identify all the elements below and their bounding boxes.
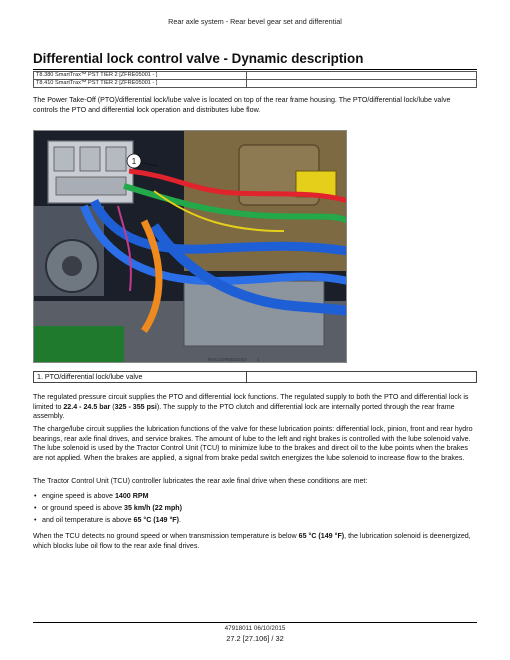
- applicability-empty-cell: [247, 80, 477, 88]
- legend-row: [34, 372, 477, 383]
- pressure-psi-value: 325 - 355 psi: [114, 402, 157, 411]
- figure-caption: [208, 357, 260, 362]
- applicability-row: [34, 80, 477, 88]
- applicability-model: T8.380 SmartTrax™ PST TIER 2 [ZFRE05001 - ]: [34, 72, 247, 80]
- valve-solenoid-right: [106, 147, 126, 171]
- footer-rule: [33, 622, 477, 623]
- bullet-marker: •: [34, 516, 37, 525]
- figure-image-code: RAIL14TR00412GA: [208, 357, 248, 362]
- applicability-model: T8.410 SmartTrax™ PST TIER 2 [ZFRE05001 - ]: [34, 80, 247, 88]
- legend-empty-cell: [247, 372, 477, 383]
- legend-item: 1. PTO/differential lock/lube valve: [34, 372, 247, 383]
- tractor-hydraulics-illustration: [34, 131, 347, 363]
- flange-hub: [62, 256, 82, 276]
- legend-table: [33, 371, 477, 383]
- bullet-marker: •: [34, 504, 37, 513]
- applicability-table: [33, 71, 477, 88]
- green-panel: [34, 326, 124, 363]
- callout-number: 1: [131, 157, 137, 166]
- condition-item: • or ground speed is above 35 km/h (22 mph): [33, 502, 477, 514]
- running-header: Rear axle system - Rear bevel gear set and differential: [168, 17, 342, 26]
- applicability-row: [34, 72, 477, 80]
- valve-solenoid-left: [54, 147, 74, 171]
- footer-page-number: 27.2 [27.106] / 32: [226, 634, 284, 643]
- pressure-bar-value: 22.4 - 24.5 bar: [63, 402, 111, 411]
- applicability-empty-cell: [247, 72, 477, 80]
- closing-paragraph: [33, 532, 477, 551]
- figure-number: 1: [257, 357, 260, 362]
- intro-paragraph: The Power Take-Off (PTO)/differential lock/lube valve is located on top of the rear frame housing. The PTO/differential lock/lube valve controls the PTO and differential lock operation and distributes lube flow.: [33, 96, 451, 114]
- lube-paragraph: The charge/lube circuit supplies the lubrication functions of the valve for these lubrication points: differential lock, pinion, front and rear hydro bearings, rear axle final drives, and service brakes. The amount of lube to the left and right brakes is controlled with the lube solenoid valve. The lube solenoid is used by the Tractor Control Unit (TCU) to minimize lube to the brakes and direct oil to the lube points when the brakes are not applied. When the brakes are applied, a signal from brake pedal switch energizes the lube solenoid to increase flow to the brakes.: [33, 425, 473, 462]
- bullet-marker: •: [34, 492, 37, 500]
- pump-body: [184, 281, 324, 346]
- valve-location-figure: [33, 130, 347, 363]
- section-title: Differential lock control valve - Dynamic description: [33, 50, 477, 70]
- closing-text-end: , the lubrication solenoid is deenergized, which blocks lube oil flow to the rear axle final drives.: [33, 532, 471, 550]
- conditions-intro: The Tractor Control Unit (TCU) controller lubricates the rear axle final drive when these conditions are met:: [33, 477, 368, 485]
- condition-item: • engine speed is above 1400 RPM: [33, 490, 477, 502]
- pressure-text: The regulated pressure circuit supplies the PTO and differential lock functions. The regulated supply to both the PTO and differential lock is limited to: [33, 393, 469, 411]
- valve-manifold: [56, 177, 126, 195]
- pressure-text-end: ). The supply to the PTO clutch and differential lock are internally ported through the rear frame assembly.: [33, 402, 455, 420]
- conditions-list: [33, 490, 477, 527]
- pressure-paragraph: [33, 393, 477, 422]
- valve-solenoid-center: [80, 147, 100, 171]
- condition-item: • and oil temperature is above 65 °C (149 °F).: [33, 514, 477, 526]
- closing-text: When the TCU detects no ground speed or when transmission temperature is below: [33, 532, 299, 540]
- footer-doc-number: 47918011 06/10/2015: [224, 625, 286, 632]
- closing-temp-value: 65 °C (149 °F): [298, 532, 345, 540]
- pressure-paren: (: [110, 402, 115, 411]
